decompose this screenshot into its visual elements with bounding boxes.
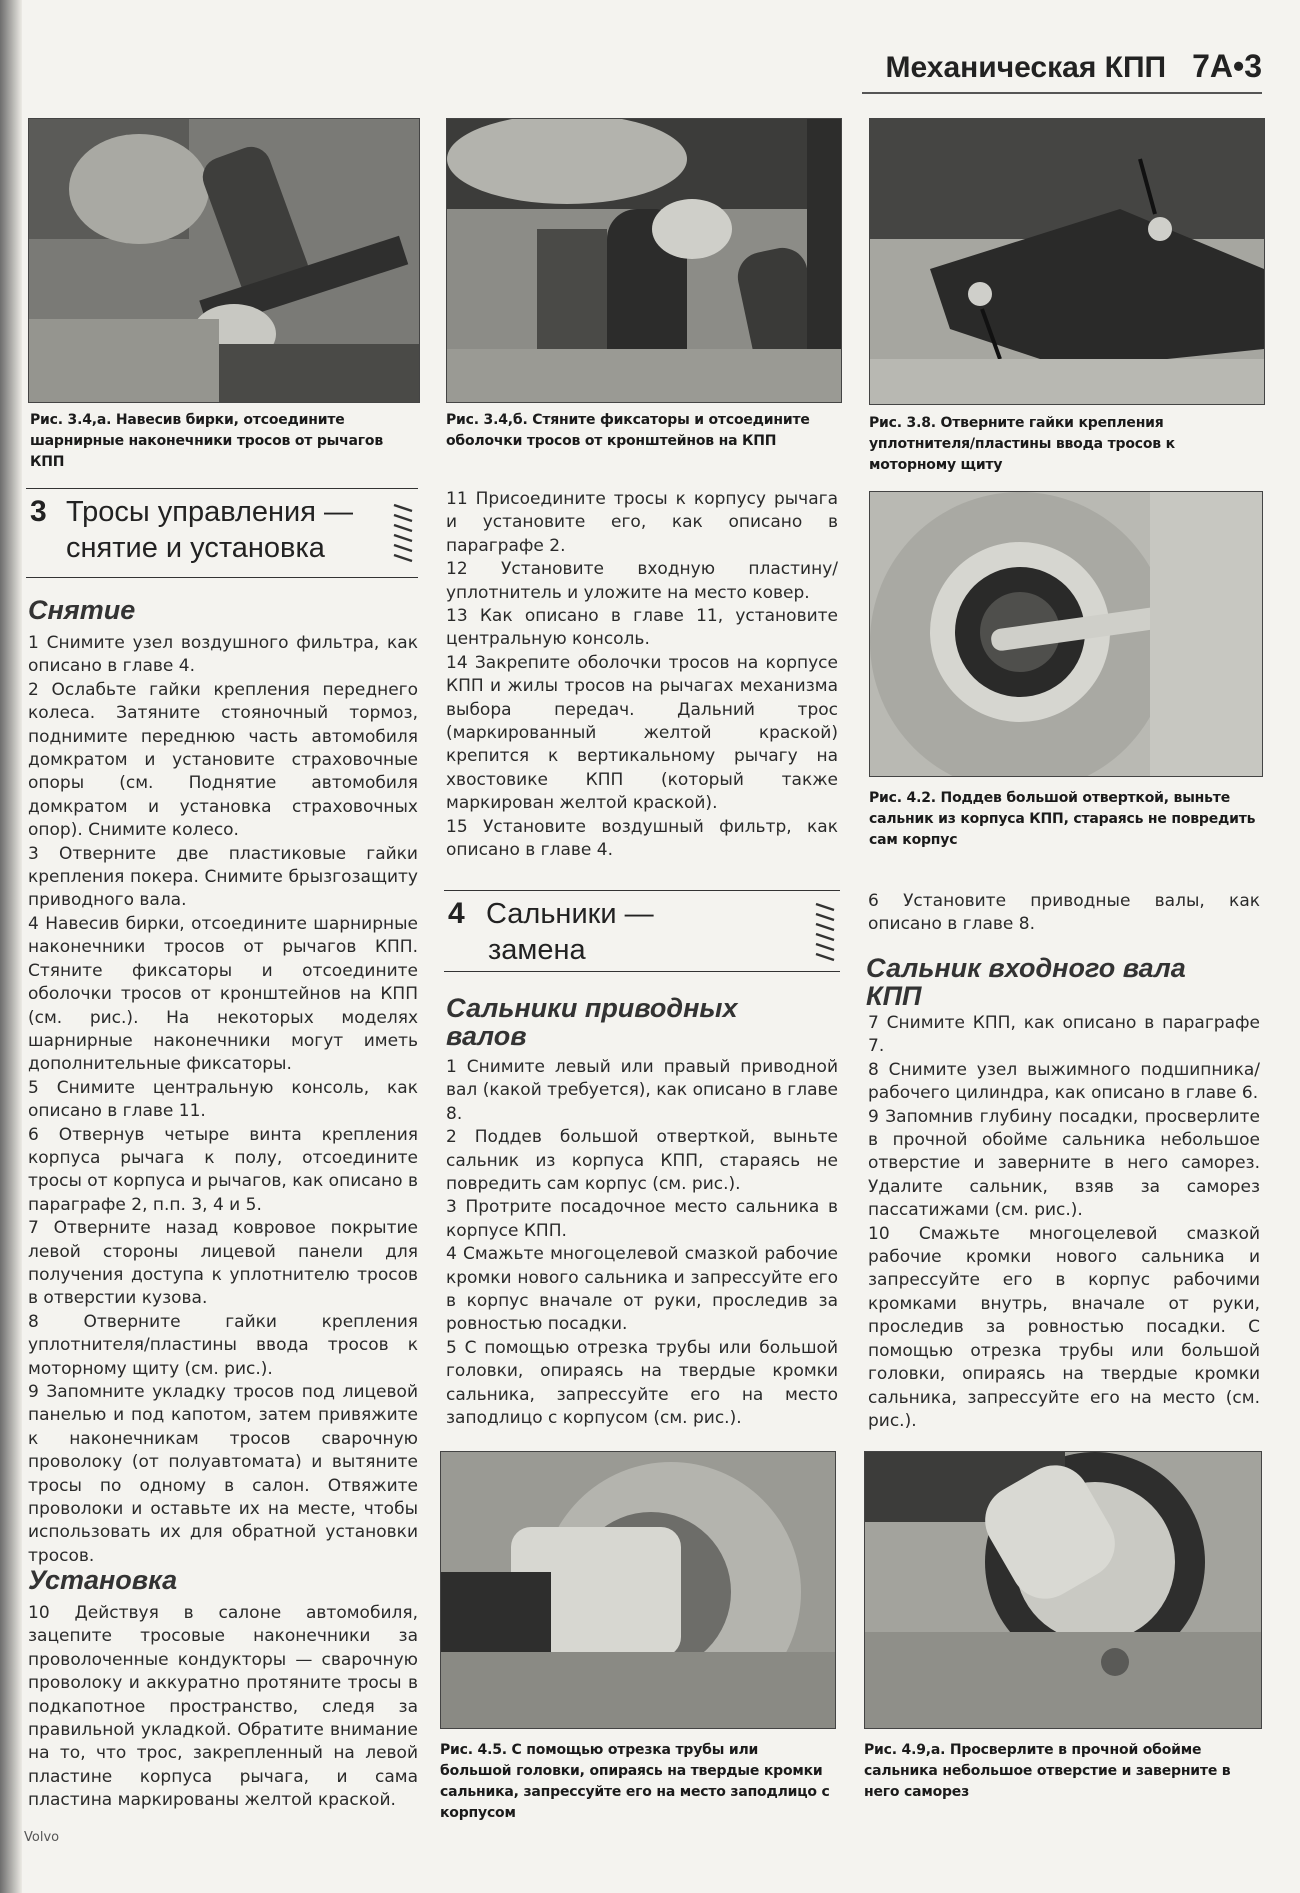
section-3-install-text [28, 1602, 418, 1813]
paragraph: 3 Отверните две пластиковые гайки крепления покера. Снимите брызгозащиту приводного вала. [28, 843, 418, 911]
caption-fig-4-5: Рис. 4.5. С помощью отрезка трубы или большой головки, опираясь на твердые кромки сальника, запрессуйте его на место заподлицо с корпусом [440, 1742, 830, 1821]
paragraph: 15 Установите воздушный фильтр, как описано в главе 4. [446, 816, 838, 861]
paragraph: 7 Снимите КПП, как описано в параграфе 7. [868, 1013, 1260, 1057]
caption-fig-4-2: Рис. 4.2. Поддев большой отверткой, выньте сальник из корпуса КПП, стараясь не повредить сам корпус [869, 790, 1256, 848]
section-3-title: Тросы управления — снятие и установка [66, 496, 353, 564]
caption-fig-3-4b: Рис. 3.4,б. Стяните фиксаторы и отсоедините оболочки тросов от кронштейнов на КПП [446, 412, 810, 449]
page-binding-shadow [0, 0, 22, 1893]
paragraph: 5 Снимите центральную консоль, как описано в главе 11. [28, 1077, 418, 1122]
paragraph: 14 Закрепите оболочки тросов на корпусе КПП и жилы тросов на рычагах механизма выбора передач. Дальний трос (маркированный желтой краской) крепится к вертикальному рычагу на хвостовике КПП (который также маркирован желтой краской). [446, 652, 838, 814]
header-rule [862, 92, 1262, 94]
page-number: 7A•3 [1192, 48, 1262, 84]
paragraph: 2 Поддев большой отверткой, выньте сальник из корпуса КПП, стараясь не повредить сам корпус (см. рис.). [446, 1127, 838, 1195]
paragraph: 9 Запомните укладку тросов под лицевой панелью и под капотом, затем привяжите к наконечникам тросов сварочную проволоку (от полуавтомата) и вытяните тросы по одному в салон. Отвяжите проволоки и оставьте их на месте, чтобы использовать их для обратной установки тросов. [28, 1382, 418, 1566]
photo-fig-3-8 [869, 118, 1265, 405]
section-3-number: 3 [30, 495, 47, 528]
section-3-header [26, 488, 418, 578]
paragraph: 10 Действуя в салоне автомобиля, зацепите тросовые наконечники за проволоченные кондукторы — сварочную проволоку и аккуратно протяните тросы в подкапотное пространство, следя за правильной укладкой. Обратите внимание на то, что трос, закрепленный на левой пластине корпуса рычага, и сама пластина маркированы желтой краской. [28, 1603, 418, 1811]
paragraph: 5 С помощью отрезка трубы или большой головки, опираясь на твердые кромки сальника, запрессуйте его на место заподлицо с корпусом (см. рис.). [446, 1337, 838, 1429]
paragraph: 9 Запомнив глубину посадки, просверлите в прочной обойме сальника небольшое отверстие и заверните в него саморез. Удалите сальник, взяв за саморез пассатижами (см. рис.). [868, 1106, 1260, 1221]
photo-fig-3-4b [446, 118, 842, 403]
paragraph: 3 Протрите посадочное место сальника в корпусе КПП. [446, 1197, 838, 1241]
running-head [886, 48, 1262, 84]
paragraph: 2 Ослабьте гайки крепления переднего колеса. Затяните стояночный тормоз, поднимите переднюю часть автомобиля домкратом и установите страховочные опоры (см. Поднятие автомобиля домкратом и установка страховочных опор). Снимите колесо. [28, 679, 418, 841]
paragraph: 11 Присоедините тросы к корпусу рычага и установите его, как описано в параграфе 2. [446, 489, 838, 556]
section-4-header [444, 890, 840, 972]
paragraph: 8 Отверните гайки крепления уплотнителя/пластины ввода тросов к моторному щиту (см. рис.). [28, 1311, 418, 1379]
paragraph: 10 Смажьте многоцелевой смазкой рабочие кромки нового сальника и запрессуйте его в корпус рабочими кромками внутрь, вначале от руки, проследив за ровностью посадки. С помощью отрезка трубы или большой головки, опираясь на твердые кромки сальника, запрессуйте его на место (см. рис.). [868, 1223, 1260, 1431]
paragraph: 12 Установите входную пластину/уплотнитель и уложите на место ковер. [446, 559, 838, 603]
section-3-continued-text [446, 488, 838, 863]
paragraph: 13 Как описано в главе 11, установите центральную консоль. [446, 606, 838, 650]
section-3-removal-text [28, 632, 418, 1568]
drive-shaft-seals-heading: Сальники приводных валов [446, 993, 738, 1051]
section-4-number: 4 [448, 897, 465, 930]
input-shaft-seal-heading: Сальник входного вала КПП [866, 953, 1186, 1011]
paragraph: 6 Установите приводные валы, как описано в главе 8. [868, 891, 1260, 935]
photo-fig-4-2 [869, 491, 1263, 777]
section-4-step-6 [868, 890, 1260, 937]
chapter-title: Механическая КПП [885, 51, 1167, 84]
paragraph: 7 Отверните назад ковровое покрытие левой стороны лицевой панели для получения доступа к уплотнителю тросов в отверстии кузова. [28, 1218, 418, 1309]
page-folio: Volvo [24, 1830, 60, 1845]
photo-fig-4-9a [864, 1451, 1262, 1729]
caption-fig-3-4a: Рис. 3.4,а. Навесив бирки, отсоедините шарнирные наконечники тросов от рычагов КПП [30, 412, 383, 470]
paragraph: 8 Снимите узел выжимного подшипника/рабочего цилиндра, как описано в главе 6. [868, 1059, 1260, 1104]
section-4-drive-text [446, 1056, 838, 1431]
install-heading: Установка [28, 1565, 178, 1595]
removal-heading: Снятие [28, 595, 136, 625]
section-4-input-text [868, 1012, 1260, 1433]
paragraph: 4 Смажьте многоцелевой смазкой рабочие кромки нового сальника и запрессуйте его в корпус вначале от руки, проследив за ровностью посадки. [446, 1244, 838, 1335]
paragraph: 4 Навесив бирки, отсоедините шарнирные наконечники тросов от рычагов КПП. Стяните фиксаторы и отсоедините оболочки тросов от кронштейнов на КПП (см. рис.). На некоторых моделях шарнирные наконечники могут иметь дополнительные фиксаторы. [28, 913, 418, 1075]
photo-fig-3-4a [28, 118, 420, 403]
section-4-title: Сальники — замена [486, 898, 654, 966]
difficulty-marker-icon [814, 900, 836, 962]
caption-fig-4-9a: Рис. 4.9,а. Просверлите в прочной обойме сальника небольшое отверстие и заверните в него саморез [864, 1742, 1231, 1800]
paragraph: 1 Снимите левый или правый приводной вал (какой требуется), как описано в главе 8. [446, 1057, 838, 1124]
photo-fig-4-5 [440, 1451, 836, 1729]
caption-fig-3-8: Рис. 3.8. Отверните гайки крепления уплотнителя/пластины ввода тросов к моторному щиту [869, 415, 1175, 473]
difficulty-marker-icon [392, 501, 414, 563]
paragraph: 6 Отвернув четыре винта крепления корпуса рычага к полу, отсоедините тросы от корпуса и рычагов, как описано в параграфе 2, п.п. 3, 4 и 5. [28, 1124, 418, 1215]
paragraph: 1 Снимите узел воздушного фильтра, как описано в главе 4. [28, 633, 418, 677]
